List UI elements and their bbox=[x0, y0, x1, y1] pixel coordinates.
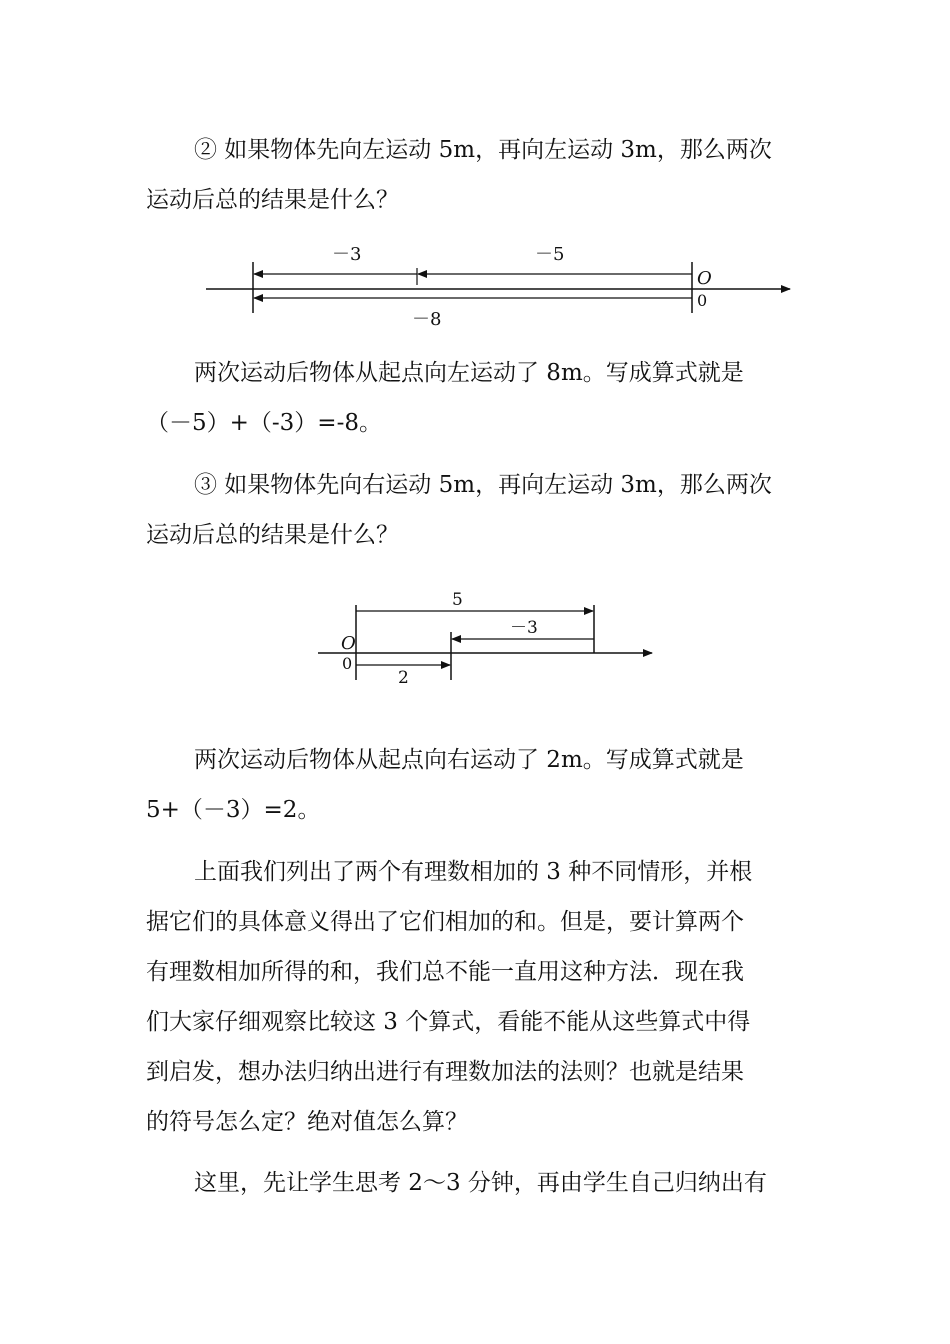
label-five: 5 bbox=[452, 590, 463, 610]
summary-line: 到启发，想办法归纳出进行有理数加法的法则？也就是结果 bbox=[146, 1059, 744, 1085]
case2-line-1: ② 如果物体先向左运动 5m，再向左运动 3m，那么两次 bbox=[194, 137, 772, 163]
summary-paragraph bbox=[146, 847, 806, 1147]
label-two: 2 bbox=[398, 668, 409, 688]
case3-question bbox=[146, 460, 806, 560]
label-origin: O bbox=[697, 268, 712, 289]
result2-line-2: （－5）+（-3）=-8。 bbox=[146, 410, 382, 436]
number-line-figure-1 bbox=[200, 240, 800, 330]
case2-line-2: 运动后总的结果是什么？ bbox=[146, 187, 399, 213]
label-minus3: －3 bbox=[332, 244, 362, 265]
case2-question bbox=[146, 125, 806, 225]
label-zero: 0 bbox=[342, 654, 353, 673]
summary-line: 上面我们列出了两个有理数相加的 3 种不同情形，并根 bbox=[194, 859, 753, 885]
closing-paragraph bbox=[146, 1158, 806, 1208]
result3-line-2: 5+（－3）=2。 bbox=[146, 797, 321, 823]
label-minus8: －8 bbox=[412, 309, 442, 330]
summary-line: 的符号怎么定？绝对值怎么算？ bbox=[146, 1109, 468, 1135]
case3-line-1: ③ 如果物体先向右运动 5m，再向左运动 3m，那么两次 bbox=[194, 472, 772, 498]
summary-line: 据它们的具体意义得出了它们相加的和。但是，要计算两个 bbox=[146, 909, 744, 935]
result3-line-1: 两次运动后物体从起点向右运动了 2m。写成算式就是 bbox=[194, 747, 744, 773]
number-line-figure-2 bbox=[310, 585, 670, 690]
case3-line-2: 运动后总的结果是什么？ bbox=[146, 522, 399, 548]
result2 bbox=[146, 348, 806, 448]
result2-line-1: 两次运动后物体从起点向左运动了 8m。写成算式就是 bbox=[194, 360, 744, 386]
label-origin: O bbox=[341, 633, 356, 654]
closing-line-1: 这里，先让学生思考 2～3 分钟，再由学生自己归纳出有 bbox=[194, 1170, 767, 1196]
label-minus5: －5 bbox=[535, 244, 565, 265]
label-zero: 0 bbox=[697, 291, 708, 310]
result3 bbox=[146, 735, 806, 835]
summary-line: 们大家仔细观察比较这 3 个算式，看能不能从这些算式中得 bbox=[146, 1009, 751, 1035]
summary-line: 有理数相加所得的和，我们总不能一直用这种方法．现在我 bbox=[146, 959, 744, 985]
label-minus3: －3 bbox=[510, 618, 538, 638]
